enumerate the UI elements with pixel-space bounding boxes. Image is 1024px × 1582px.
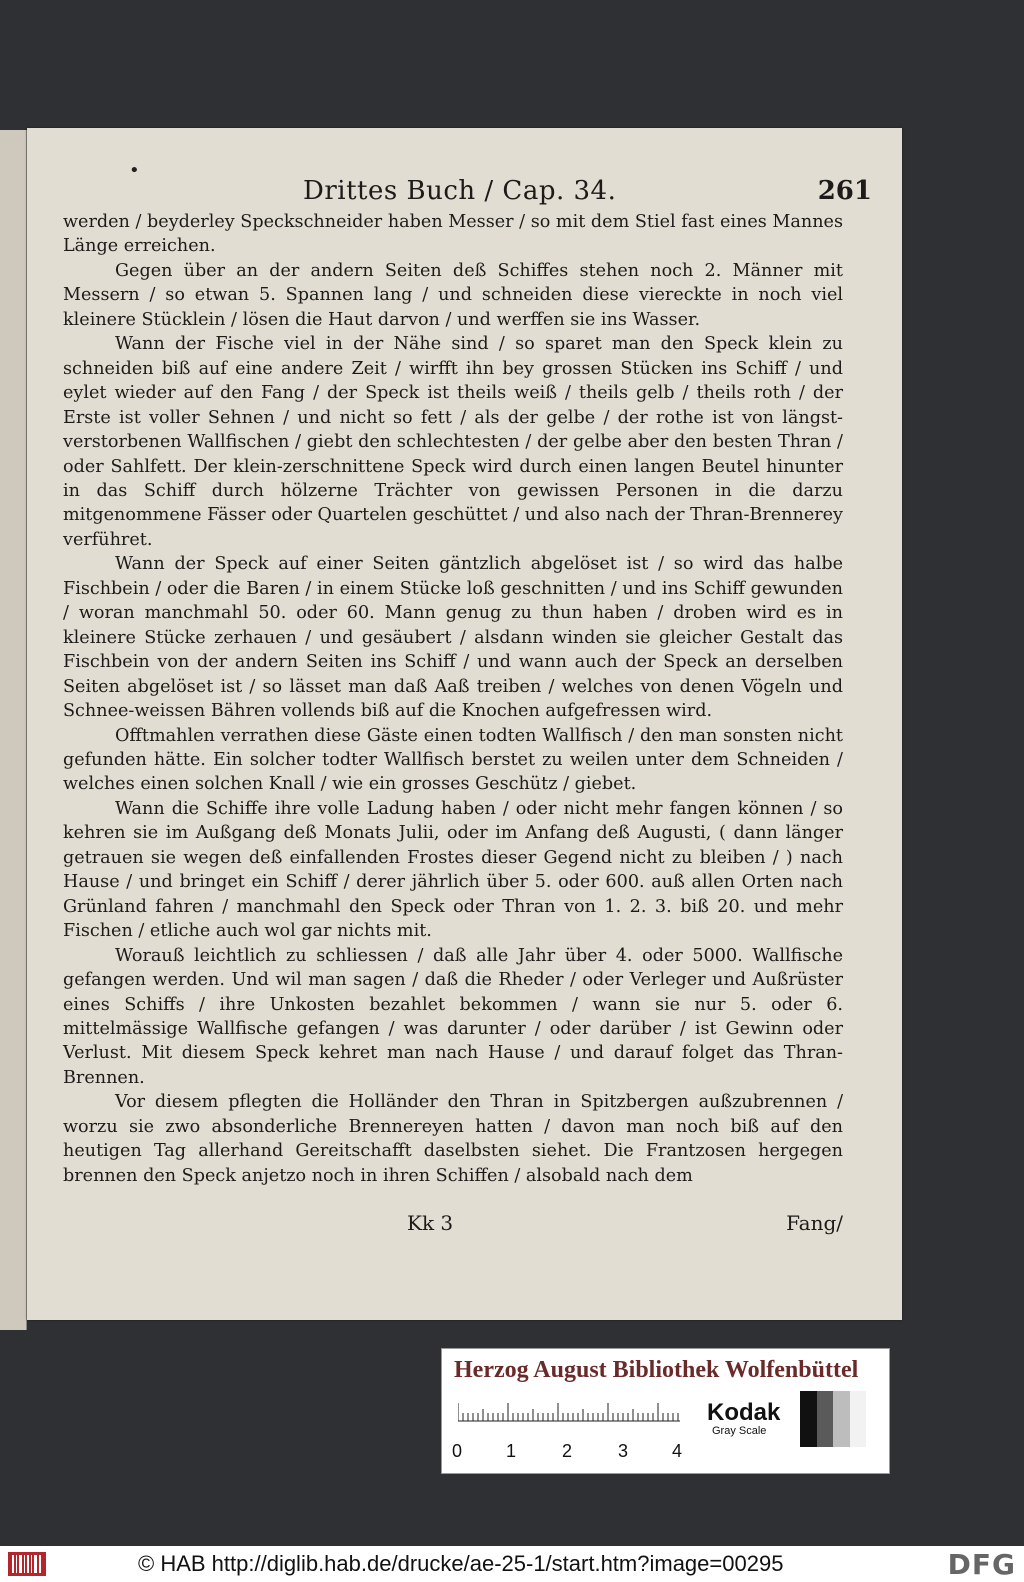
- paragraph: Worauß leichtlich zu schliessen / daß alle Jahr über 4. oder 5000. Wallfische gefangen werden. Und wil man sagen / daß die Rheder / oder Verleger und Außrüster eines Schiffs / ihre Unkosten bezahlet bekommen / wann sie nur 5. oder 6. mittelmässige Wallfische gefangen / was darunter / oder darüber / ist Gewinn oder Verlust. Mit diesem Speck kehret man nach Hause / und darauf folget das Thran-Brennen.: [63, 945, 843, 1088]
- gray-patch: [850, 1391, 867, 1447]
- signature-mark: Kk 3: [407, 1211, 454, 1235]
- paragraph: werden / beyderley Speckschneider haben Messer / so mit dem Stiel fast eines Mannes Länge erreichen.: [63, 212, 843, 257]
- ruler-number: 2: [562, 1441, 573, 1461]
- ruler-number: 0: [452, 1441, 463, 1461]
- copyright-link[interactable]: © HAB http://diglib.hab.de/drucke/ae-25-1/start.htm?image=00295: [138, 1551, 784, 1576]
- catchword: Fang/: [786, 1211, 843, 1235]
- gray-scale-swatch: [800, 1391, 866, 1447]
- running-title: Drittes Buch / Cap. 34.: [303, 176, 617, 206]
- gray-patch: [800, 1391, 817, 1447]
- page-footer: [63, 1211, 843, 1239]
- footer-bar: [0, 1546, 1024, 1582]
- book-page: [27, 128, 902, 1320]
- ruler-number: 1: [506, 1441, 517, 1461]
- kodak-logo: Kodak: [707, 1399, 781, 1426]
- paragraph: Wann der Speck auf einer Seiten gäntzlich abgelöset ist / so wird das halbe Fischbein / oder die Baren / in einem Stücke loß geschnitten / und ins Schiff gewunden / woran manchmahl 50. oder 60. Mann genug zu thun haben / droben wird es in kleinere Stücke zerhauen / und gesäubert / alsdann winden sie gleicher Gestalt das Fischbein von der andern Seiten ins Schiff / und wann auch der Speck an derselben Seiten abgelöset ist / so lässet man daß Aaß treiben / welches von denen Vögeln und Schnee-weissen Bähren vollends biß auf die Knochen aufgefressen wird.: [63, 554, 843, 722]
- ruler-number: 3: [618, 1441, 629, 1461]
- gray-patch: [817, 1391, 834, 1447]
- page-number: 261: [817, 176, 872, 206]
- gray-patch: [833, 1391, 850, 1447]
- barcode-icon: [8, 1552, 46, 1576]
- paragraph: Vor diesem pflegten die Holländer den Thran in Spitzbergen außzubrennen / worzu sie zwo absonderliche Brennereyen hatten / davon man noch biß auf den heutigen Tag allerhand Gereitschafft daselbsten siehet. Die Frantzosen hergegen brennen den Speck anjetzo noch in ihren Schiffen / alsobald nach dem: [63, 1092, 843, 1186]
- page-header: [63, 172, 872, 212]
- institution-name: Herzog August Bibliothek Wolfenbüttel: [454, 1357, 859, 1383]
- paragraph: Wann die Schiffe ihre volle Ladung haben / oder nicht mehr fangen können / so kehren sie im Außgang deß Monats Julii, oder im Anfang deß Augusti, ( dann länger getrauen sie wegen deß einfallenden Frostes dieser Gegend nicht zu bleiben / ) nach Hause / und bringet ein Schiff / derer jährlich über 5. oder 600. auß allen Orten nach Grünland fahren / manchmahl den Speck oder Thran von 1. 2. 3. biß 20. und mehr Fischen / etliche auch wol gar nichts mit.: [63, 798, 843, 942]
- dfg-logo: DFG: [947, 1548, 1016, 1581]
- ink-mark: •: [129, 160, 140, 181]
- left-page-edge: [0, 130, 27, 1330]
- paragraph: Wann der Fische viel in der Nähe sind / so sparet man den Speck klein zu schneiden biß auf eine andere Zeit / wirfft ihn bey grossen Stücken ins Schiff / und eylet wieder auf den Fang / der Speck ist theils weiß / theils gelb / theils roth / der Erste ist voller Sehnen / und nicht so fett / als der gelbe / der rothe ist von längst-verstorbenen Wallfischen / giebt den schlechtesten / der gelbe aber den besten Thran / oder Sahlfett. Der klein-zerschnittene Speck wird durch einen langen Beutel hinunter in das Schiff durch hölzerne Trächter von gewissen Personen in die darzu mitgenommene Fässer oder Quartelen geschüttet / und also nach der Thran-Brennerey verführet.: [63, 334, 843, 550]
- body-text: [63, 210, 843, 1188]
- paragraph: Gegen über an der andern Seiten deß Schiffes stehen noch 2. Männer mit Messern / so etwan 5. Spannen lang / und schneiden diese viereckte in noch viel kleinere Stücklein / lösen die Haut darvon / und werffen sie ins Wasser.: [63, 260, 843, 330]
- color-calibration-card: [441, 1348, 890, 1474]
- ruler-number: 4: [672, 1441, 683, 1461]
- ruler-icon: [458, 1401, 680, 1441]
- paragraph: Offtmahlen verrathen diese Gäste einen todten Wallfisch / den man sonsten nicht gefunden hätte. Ein solcher todter Wallfisch berstet zu weilen unter dem Schneiden / welches einen solchen Knall / wie ein grosses Geschütz / giebet.: [63, 725, 843, 795]
- kodak-subtitle: Gray Scale: [712, 1425, 767, 1437]
